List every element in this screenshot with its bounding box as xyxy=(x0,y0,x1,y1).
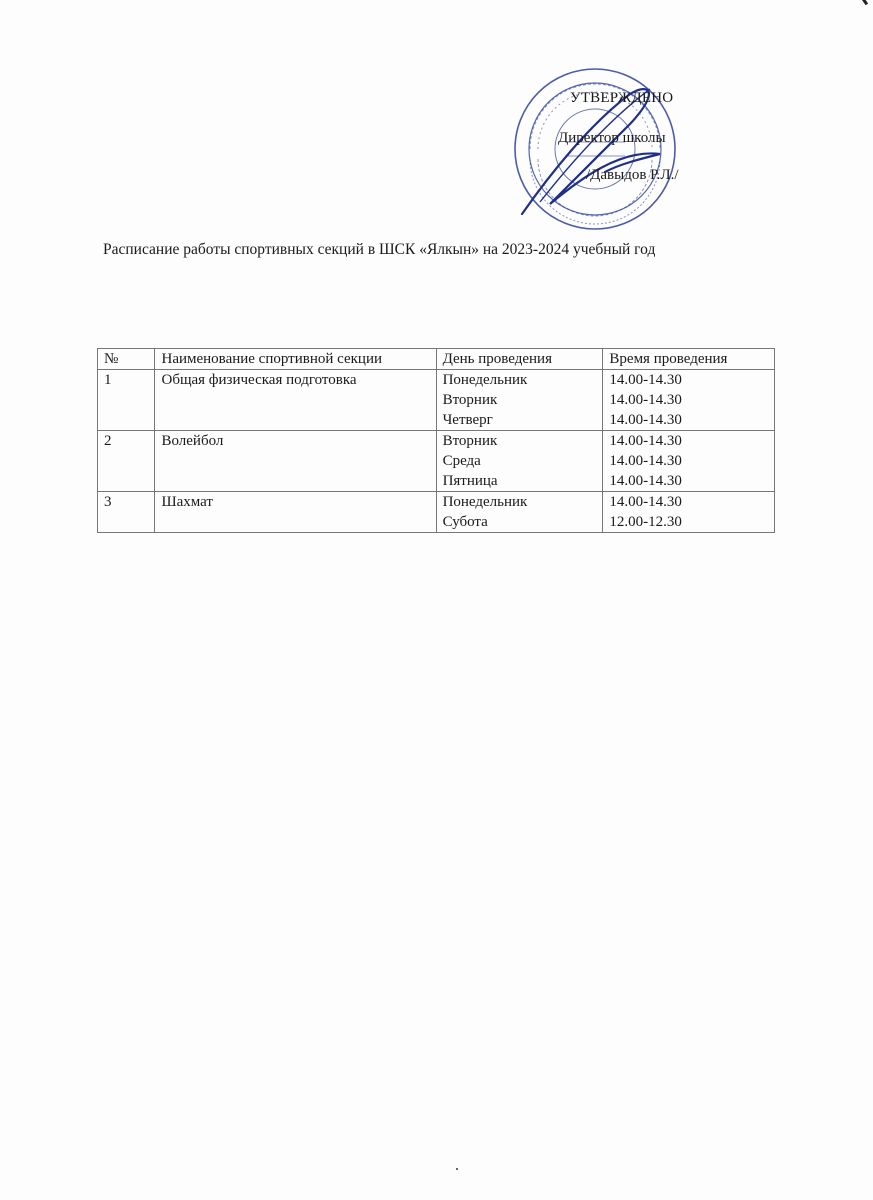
scan-corner-mark xyxy=(853,0,868,11)
table-row xyxy=(98,492,775,533)
day-cell: Четверг xyxy=(442,412,493,428)
day-cell: Субота xyxy=(442,514,488,530)
row-days xyxy=(436,431,603,492)
time-cell: 14.00-14.30 xyxy=(609,372,682,388)
row-number: 3 xyxy=(98,492,155,533)
time-cell: 12.00-12.30 xyxy=(609,514,682,530)
table-header-row xyxy=(98,349,775,370)
approval-name: /Давыдов Р.Л./ xyxy=(586,167,679,183)
row-times xyxy=(603,492,775,533)
row-days xyxy=(436,370,603,431)
header-time: Время проведения xyxy=(603,349,775,370)
table-row xyxy=(98,431,775,492)
time-cell: 14.00-14.30 xyxy=(609,412,682,428)
row-number: 2 xyxy=(98,431,155,492)
row-number: 1 xyxy=(98,370,155,431)
day-cell: Среда xyxy=(442,453,481,469)
header-number: № xyxy=(98,349,155,370)
day-cell: Понедельник xyxy=(442,372,528,388)
row-days xyxy=(436,492,603,533)
approval-role: Директор школы xyxy=(558,130,666,146)
day-cell: Вторник xyxy=(442,433,498,449)
row-section-name: Волейбол xyxy=(155,431,436,492)
header-day: День проведения xyxy=(436,349,603,370)
header-section-name: Наименование спортивной секции xyxy=(155,349,436,370)
scan-speck xyxy=(456,1168,458,1170)
row-section-name: Шахмат xyxy=(155,492,436,533)
row-times xyxy=(603,370,775,431)
time-cell: 14.00-14.30 xyxy=(609,473,682,489)
time-cell: 14.00-14.30 xyxy=(609,392,682,408)
day-cell: Вторник xyxy=(442,392,498,408)
schedule-table xyxy=(97,348,775,533)
time-cell: 14.00-14.30 xyxy=(609,453,682,469)
day-cell: Понедельник xyxy=(442,494,528,510)
time-cell: 14.00-14.30 xyxy=(609,433,682,449)
time-cell: 14.00-14.30 xyxy=(609,494,682,510)
row-section-name: Общая физическая подготовка xyxy=(155,370,436,431)
day-cell: Пятница xyxy=(442,473,498,489)
approval-block xyxy=(500,60,760,220)
document-heading: Расписание работы спортивных секций в ШСК «Ялкын» на 2023-2024 учебный год xyxy=(103,241,656,258)
approval-title: УТВЕРЖДЕНО xyxy=(570,90,674,106)
row-times xyxy=(603,431,775,492)
table-row xyxy=(98,370,775,431)
